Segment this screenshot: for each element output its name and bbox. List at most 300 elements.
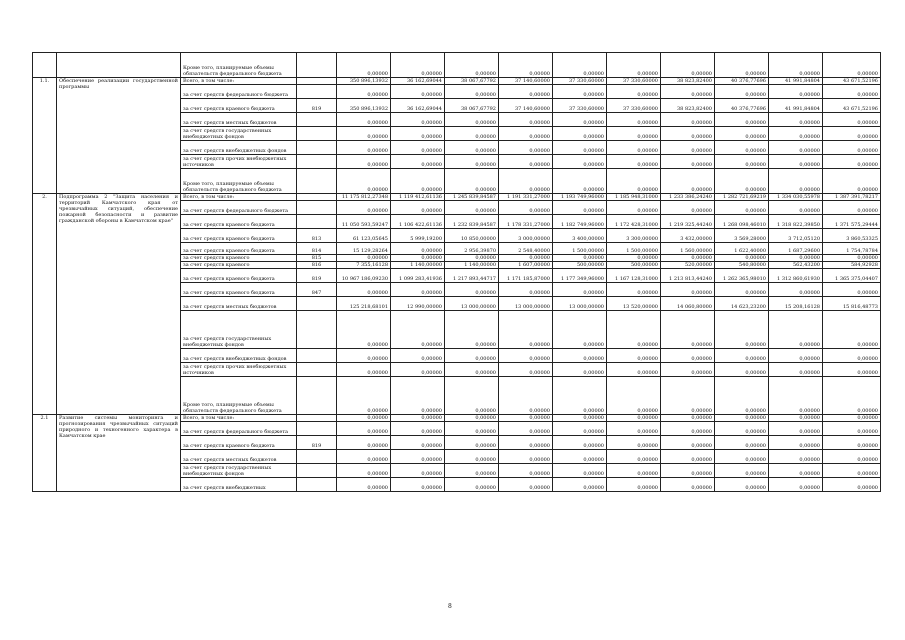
amount-cell: 0,00000 [499, 422, 553, 436]
amount-cell: 1 622,40000 [715, 243, 769, 255]
amount-cell: 0,00000 [715, 169, 769, 194]
amount-cell: 0,00000 [391, 377, 445, 415]
amount-cell: 0,00000 [823, 311, 881, 349]
funding-source-cell: за счет средств прочих внебюджетных источников [181, 155, 297, 169]
amount-cell: 37 330,60000 [607, 99, 661, 113]
amount-cell: 0,00000 [607, 201, 661, 215]
amount-cell: 0,00000 [499, 436, 553, 450]
amount-cell: 0,00000 [445, 422, 499, 436]
amount-cell: 11 050 593,59247 [337, 215, 391, 229]
amount-cell: 584,92928 [823, 262, 881, 269]
amount-cell: 125 218,68101 [337, 297, 391, 311]
amount-cell: 0,00000 [715, 422, 769, 436]
amount-cell: 0,00000 [337, 422, 391, 436]
funding-source-cell: Всего, в том числе: [181, 194, 297, 201]
budget-code-cell [297, 363, 337, 377]
amount-cell: 0,00000 [661, 422, 715, 436]
amount-cell: 0,00000 [607, 349, 661, 363]
amount-cell: 0,00000 [337, 201, 391, 215]
amount-cell: 0,00000 [769, 478, 823, 492]
amount-cell: 0,00000 [823, 415, 881, 422]
amount-cell: 0,00000 [391, 450, 445, 464]
amount-cell: 15 129,28264 [337, 243, 391, 255]
budget-code-cell [297, 450, 337, 464]
amount-cell: 0,00000 [553, 478, 607, 492]
amount-cell: 0,00000 [445, 450, 499, 464]
amount-cell: 0,00000 [445, 255, 499, 262]
table-row [33, 194, 881, 201]
amount-cell: 0,00000 [337, 349, 391, 363]
amount-cell: 0,00000 [553, 450, 607, 464]
amount-cell: 0,00000 [769, 127, 823, 141]
amount-cell: 0,00000 [337, 127, 391, 141]
amount-cell: 0,00000 [391, 113, 445, 127]
amount-cell: 13 000,00000 [553, 297, 607, 311]
amount-cell: 0,00000 [553, 53, 607, 78]
budget-code-cell [297, 415, 337, 422]
amount-cell: 0,00000 [553, 311, 607, 349]
amount-cell: 37 330,60000 [553, 99, 607, 113]
amount-cell: 0,00000 [715, 113, 769, 127]
amount-cell: 0,00000 [445, 464, 499, 478]
budget-table-body [33, 53, 881, 492]
amount-cell: 3 860,53325 [823, 229, 881, 243]
amount-cell: 0,00000 [337, 113, 391, 127]
amount-cell: 0,00000 [553, 436, 607, 450]
amount-cell: 0,00000 [499, 464, 553, 478]
amount-cell: 500,00000 [553, 262, 607, 269]
amount-cell: 0,00000 [607, 436, 661, 450]
funding-source-cell: за счет средств государственных внебюджетных фондов [181, 311, 297, 349]
amount-cell: 0,00000 [391, 141, 445, 155]
amount-cell: 1 140,00000 [391, 262, 445, 269]
program-name-cell [57, 53, 181, 78]
funding-source-cell: за счет средств местных бюджетов [181, 450, 297, 464]
budget-code-cell [297, 297, 337, 311]
funding-source-cell: за счет средств краевого бюджета [181, 215, 297, 229]
amount-cell: 1 312 860,61930 [769, 269, 823, 283]
amount-cell: 1 334 030,55978 [769, 194, 823, 201]
funding-source-cell: за счет средств краевого бюджета [181, 243, 297, 255]
amount-cell: 0,00000 [445, 155, 499, 169]
amount-cell: 0,00000 [715, 155, 769, 169]
amount-cell: 0,00000 [661, 377, 715, 415]
amount-cell: 0,00000 [337, 363, 391, 377]
amount-cell: 0,00000 [499, 155, 553, 169]
funding-source-cell: за счет средств внебюджетных фондов [181, 349, 297, 363]
amount-cell: 0,00000 [661, 201, 715, 215]
amount-cell: 1 099 283,41936 [391, 269, 445, 283]
amount-cell: 0,00000 [607, 464, 661, 478]
amount-cell: 0,00000 [769, 141, 823, 155]
amount-cell: 0,00000 [769, 53, 823, 78]
amount-cell: 0,00000 [715, 436, 769, 450]
budget-code-cell: 819 [297, 436, 337, 450]
amount-cell: 0,00000 [445, 113, 499, 127]
amount-cell: 0,00000 [553, 169, 607, 194]
budget-table-sheet [32, 52, 880, 492]
amount-cell: 0,00000 [607, 450, 661, 464]
amount-cell: 1 191 331,27000 [499, 194, 553, 201]
amount-cell: 0,00000 [391, 436, 445, 450]
funding-source-cell: за счет средств краевого бюджета [181, 229, 297, 243]
amount-cell: 0,00000 [553, 201, 607, 215]
amount-cell: 1 500,00000 [553, 243, 607, 255]
amount-cell: 0,00000 [499, 311, 553, 349]
amount-cell: 0,00000 [715, 377, 769, 415]
amount-cell: 0,00000 [661, 283, 715, 297]
amount-cell: 0,00000 [553, 85, 607, 99]
amount-cell: 0,00000 [769, 415, 823, 422]
amount-cell: 0,00000 [337, 255, 391, 262]
budget-code-cell [297, 422, 337, 436]
amount-cell: 0,00000 [445, 311, 499, 349]
amount-cell: 0,00000 [499, 255, 553, 262]
amount-cell: 0,00000 [715, 85, 769, 99]
amount-cell: 0,00000 [445, 283, 499, 297]
amount-cell: 0,00000 [769, 450, 823, 464]
amount-cell: 0,00000 [715, 141, 769, 155]
amount-cell: 0,00000 [769, 464, 823, 478]
amount-cell: 1 365 375,04407 [823, 269, 881, 283]
amount-cell: 0,00000 [769, 436, 823, 450]
amount-cell: 0,00000 [823, 436, 881, 450]
amount-cell: 0,00000 [769, 255, 823, 262]
amount-cell: 0,00000 [823, 127, 881, 141]
amount-cell: 37 330,60000 [607, 78, 661, 85]
amount-cell: 0,00000 [553, 349, 607, 363]
amount-cell: 1 268 098,46010 [715, 215, 769, 229]
amount-cell: 0,00000 [823, 363, 881, 377]
amount-cell: 1 217 893,44717 [445, 269, 499, 283]
amount-cell: 38 823,82400 [661, 78, 715, 85]
amount-cell: 0,00000 [445, 478, 499, 492]
amount-cell: 0,00000 [391, 201, 445, 215]
amount-cell: 41 991,84804 [769, 78, 823, 85]
amount-cell: 0,00000 [661, 113, 715, 127]
amount-cell: 10 850,00000 [445, 229, 499, 243]
amount-cell: 0,00000 [823, 255, 881, 262]
amount-cell: 0,00000 [445, 127, 499, 141]
funding-source-cell: за счет средств федерального бюджета [181, 201, 297, 215]
amount-cell: 61 123,05645 [337, 229, 391, 243]
amount-cell: 0,00000 [823, 422, 881, 436]
amount-cell: 0,00000 [823, 283, 881, 297]
amount-cell: 0,00000 [337, 478, 391, 492]
budget-code-cell: 819 [297, 269, 337, 283]
amount-cell: 0,00000 [823, 464, 881, 478]
amount-cell: 1 178 331,27000 [499, 215, 553, 229]
amount-cell: 0,00000 [823, 377, 881, 415]
amount-cell: 1 185 948,31000 [607, 194, 661, 201]
amount-cell: 0,00000 [445, 377, 499, 415]
amount-cell: 38 067,67792 [445, 78, 499, 85]
amount-cell: 13 000,00000 [499, 297, 553, 311]
amount-cell: 1 687,29600 [769, 243, 823, 255]
amount-cell: 0,00000 [715, 283, 769, 297]
amount-cell: 0,00000 [769, 311, 823, 349]
amount-cell: 1 177 349,96000 [553, 269, 607, 283]
amount-cell: 0,00000 [337, 464, 391, 478]
amount-cell: 0,00000 [661, 141, 715, 155]
funding-source-cell: за счет средств федерального бюджета [181, 85, 297, 99]
amount-cell: 0,00000 [607, 127, 661, 141]
amount-cell: 0,00000 [661, 450, 715, 464]
amount-cell: 1 371 575,29444 [823, 215, 881, 229]
amount-cell: 43 671,52196 [823, 99, 881, 113]
amount-cell: 0,00000 [391, 169, 445, 194]
funding-source-cell: Кроме того, планируемые объемы обязательств федерального бюджета [181, 377, 297, 415]
amount-cell: 7 355,16128 [337, 262, 391, 269]
amount-cell: 0,00000 [553, 113, 607, 127]
row-index-cell: 2.1 [33, 415, 57, 492]
funding-source-cell: за счет средств местных бюджетов [181, 113, 297, 127]
amount-cell: 0,00000 [715, 450, 769, 464]
amount-cell: 0,00000 [499, 85, 553, 99]
amount-cell: 1 607,00000 [499, 262, 553, 269]
budget-code-cell [297, 141, 337, 155]
amount-cell: 12 990,00000 [391, 297, 445, 311]
amount-cell: 0,00000 [391, 311, 445, 349]
amount-cell: 0,00000 [715, 415, 769, 422]
amount-cell: 0,00000 [499, 363, 553, 377]
amount-cell: 0,00000 [445, 141, 499, 155]
amount-cell: 0,00000 [661, 311, 715, 349]
amount-cell: 0,00000 [391, 464, 445, 478]
amount-cell: 0,00000 [607, 422, 661, 436]
funding-source-cell: Кроме того, планируемые объемы обязательств федерального бюджета [181, 169, 297, 194]
amount-cell: 1 262 365,98010 [715, 269, 769, 283]
amount-cell: 0,00000 [661, 169, 715, 194]
amount-cell: 0,00000 [607, 85, 661, 99]
amount-cell: 350 896,13932 [337, 99, 391, 113]
amount-cell: 0,00000 [391, 53, 445, 78]
amount-cell: 0,00000 [607, 255, 661, 262]
amount-cell: 0,00000 [715, 311, 769, 349]
amount-cell: 37 140,60000 [499, 99, 553, 113]
amount-cell: 0,00000 [499, 450, 553, 464]
amount-cell: 1 193 749,96000 [553, 194, 607, 201]
amount-cell: 0,00000 [553, 255, 607, 262]
amount-cell: 3 569,28000 [715, 229, 769, 243]
amount-cell: 10 967 186,09230 [337, 269, 391, 283]
funding-source-cell: за счет средств федерального бюджета [181, 422, 297, 436]
amount-cell: 0,00000 [391, 422, 445, 436]
amount-cell: 1 119 412,61136 [391, 194, 445, 201]
amount-cell: 0,00000 [499, 478, 553, 492]
amount-cell: 0,00000 [445, 349, 499, 363]
amount-cell: 0,00000 [553, 415, 607, 422]
amount-cell: 0,00000 [769, 349, 823, 363]
amount-cell: 3 000,00000 [499, 229, 553, 243]
funding-source-cell: за счет средств государственных внебюджетных фондов [181, 464, 297, 478]
amount-cell: 0,00000 [715, 464, 769, 478]
amount-cell: 0,00000 [445, 85, 499, 99]
amount-cell: 0,00000 [661, 155, 715, 169]
amount-cell: 0,00000 [553, 377, 607, 415]
amount-cell: 0,00000 [823, 349, 881, 363]
amount-cell: 0,00000 [607, 415, 661, 422]
budget-code-cell: 814 [297, 243, 337, 255]
amount-cell: 0,00000 [445, 363, 499, 377]
amount-cell: 1 140,00000 [445, 262, 499, 269]
amount-cell: 0,00000 [391, 478, 445, 492]
amount-cell: 1 233 386,24240 [661, 194, 715, 201]
funding-source-cell: за счет средств краевого бюджета [181, 269, 297, 283]
funding-source-cell: за счет средств государственных внебюджетных фондов [181, 127, 297, 141]
funding-source-cell: за счет средств местных бюджетов [181, 297, 297, 311]
amount-cell: 0,00000 [553, 464, 607, 478]
amount-cell: 0,00000 [715, 349, 769, 363]
amount-cell: 0,00000 [769, 422, 823, 436]
amount-cell: 0,00000 [715, 127, 769, 141]
amount-cell: 40 376,77696 [715, 78, 769, 85]
amount-cell: 0,00000 [553, 141, 607, 155]
amount-cell: 0,00000 [499, 141, 553, 155]
amount-cell: 0,00000 [499, 113, 553, 127]
amount-cell: 0,00000 [769, 201, 823, 215]
amount-cell: 0,00000 [607, 169, 661, 194]
amount-cell: 0,00000 [823, 478, 881, 492]
amount-cell: 0,00000 [337, 436, 391, 450]
amount-cell: 1 182 749,96000 [553, 215, 607, 229]
amount-cell: 0,00000 [715, 363, 769, 377]
budget-code-cell: 815 [297, 255, 337, 262]
budget-code-cell [297, 113, 337, 127]
amount-cell: 43 671,52196 [823, 78, 881, 85]
amount-cell: 2 548,40000 [499, 243, 553, 255]
amount-cell: 0,00000 [391, 155, 445, 169]
amount-cell: 0,00000 [445, 169, 499, 194]
amount-cell: 0,00000 [337, 377, 391, 415]
amount-cell: 0,00000 [553, 155, 607, 169]
amount-cell: 3 712,05120 [769, 229, 823, 243]
amount-cell: 350 896,13932 [337, 78, 391, 85]
amount-cell: 0,00000 [715, 478, 769, 492]
amount-cell: 37 140,60000 [499, 78, 553, 85]
amount-cell: 0,00000 [337, 415, 391, 422]
amount-cell: 1 167 128,31000 [607, 269, 661, 283]
amount-cell: 2 956,39870 [445, 243, 499, 255]
page-number: 8 [448, 603, 452, 610]
amount-cell: 0,00000 [661, 436, 715, 450]
amount-cell: 0,00000 [769, 377, 823, 415]
amount-cell: 0,00000 [499, 349, 553, 363]
funding-source-cell: за счет средств внебюджетных фондов [181, 141, 297, 155]
amount-cell: 13 000,00000 [445, 297, 499, 311]
budget-code-cell [297, 201, 337, 215]
amount-cell: 0,00000 [337, 85, 391, 99]
amount-cell: 0,00000 [499, 169, 553, 194]
amount-cell: 0,00000 [391, 415, 445, 422]
amount-cell: 540,80000 [715, 262, 769, 269]
amount-cell: 37 330,60000 [553, 78, 607, 85]
budget-code-cell [297, 169, 337, 194]
amount-cell: 0,00000 [715, 201, 769, 215]
table-row [33, 53, 881, 78]
budget-code-cell [297, 53, 337, 78]
amount-cell: 1 106 422,61136 [391, 215, 445, 229]
budget-code-cell: 847 [297, 283, 337, 297]
amount-cell: 0,00000 [769, 85, 823, 99]
amount-cell: 1 754,78784 [823, 243, 881, 255]
amount-cell: 1 213 813,44240 [661, 269, 715, 283]
budget-code-cell: 813 [297, 229, 337, 243]
budget-code-cell [297, 78, 337, 85]
row-index-cell: 1.1. [33, 78, 57, 194]
table-row [33, 78, 881, 85]
amount-cell: 1 171 185,87000 [499, 269, 553, 283]
amount-cell: 0,00000 [337, 155, 391, 169]
amount-cell: 15 816,48773 [823, 297, 881, 311]
row-index-cell [33, 53, 57, 78]
amount-cell: 0,00000 [661, 363, 715, 377]
amount-cell: 0,00000 [499, 127, 553, 141]
amount-cell: 11 175 812,27348 [337, 194, 391, 201]
amount-cell: 1 500,00000 [607, 243, 661, 255]
amount-cell: 0,00000 [607, 283, 661, 297]
amount-cell: 0,00000 [661, 53, 715, 78]
program-name-cell: Обеспечение реализации государственной программы [57, 78, 181, 194]
amount-cell: 0,00000 [391, 349, 445, 363]
program-name-cell: Подпрограмма 2 "Защита населения и территорий Камчатского края от чрезвычайных ситуаций, обеспечение пожарной безопасности и развитие гражданской обороны в Камчатском крае" [57, 194, 181, 415]
budget-code-cell [297, 464, 337, 478]
funding-source-cell: за счет средств краевого [181, 255, 297, 262]
amount-cell: 1 232 839,84587 [445, 215, 499, 229]
amount-cell: 0,00000 [499, 53, 553, 78]
budget-code-cell [297, 478, 337, 492]
amount-cell: 1 219 325,44240 [661, 215, 715, 229]
amount-cell: 0,00000 [769, 155, 823, 169]
amount-cell: 1 245 839,84587 [445, 194, 499, 201]
amount-cell: 0,00000 [607, 155, 661, 169]
amount-cell: 0,00000 [823, 113, 881, 127]
amount-cell: 0,00000 [715, 255, 769, 262]
amount-cell: 36 162,69044 [391, 78, 445, 85]
budget-code-cell [297, 127, 337, 141]
amount-cell: 500,00000 [607, 262, 661, 269]
amount-cell: 0,00000 [823, 450, 881, 464]
budget-code-cell [297, 194, 337, 201]
amount-cell: 0,00000 [607, 311, 661, 349]
amount-cell: 0,00000 [607, 377, 661, 415]
amount-cell: 3 300,00000 [607, 229, 661, 243]
amount-cell: 0,00000 [769, 113, 823, 127]
amount-cell: 0,00000 [823, 169, 881, 194]
amount-cell: 0,00000 [445, 201, 499, 215]
amount-cell: 0,00000 [661, 478, 715, 492]
amount-cell: 0,00000 [607, 141, 661, 155]
amount-cell: 40 376,77696 [715, 99, 769, 113]
program-name-cell: Развитие системы мониторинга и прогнозирования чрезвычайных ситуаций природного и техногенного характера в Камчатском крае [57, 415, 181, 492]
funding-source-cell: Всего, в том числе: [181, 415, 297, 422]
budget-code-cell [297, 311, 337, 349]
amount-cell: 1 560,00000 [661, 243, 715, 255]
budget-code-cell [297, 215, 337, 229]
amount-cell: 0,00000 [337, 169, 391, 194]
funding-source-cell: за счет средств прочих внебюджетных источников [181, 363, 297, 377]
amount-cell: 0,00000 [769, 169, 823, 194]
amount-cell: 0,00000 [553, 363, 607, 377]
budget-code-cell [297, 377, 337, 415]
amount-cell: 38 067,67792 [445, 99, 499, 113]
amount-cell: 0,00000 [661, 255, 715, 262]
amount-cell: 0,00000 [769, 283, 823, 297]
amount-cell: 0,00000 [391, 127, 445, 141]
amount-cell: 0,00000 [607, 363, 661, 377]
amount-cell: 14 623,23200 [715, 297, 769, 311]
amount-cell: 0,00000 [499, 415, 553, 422]
